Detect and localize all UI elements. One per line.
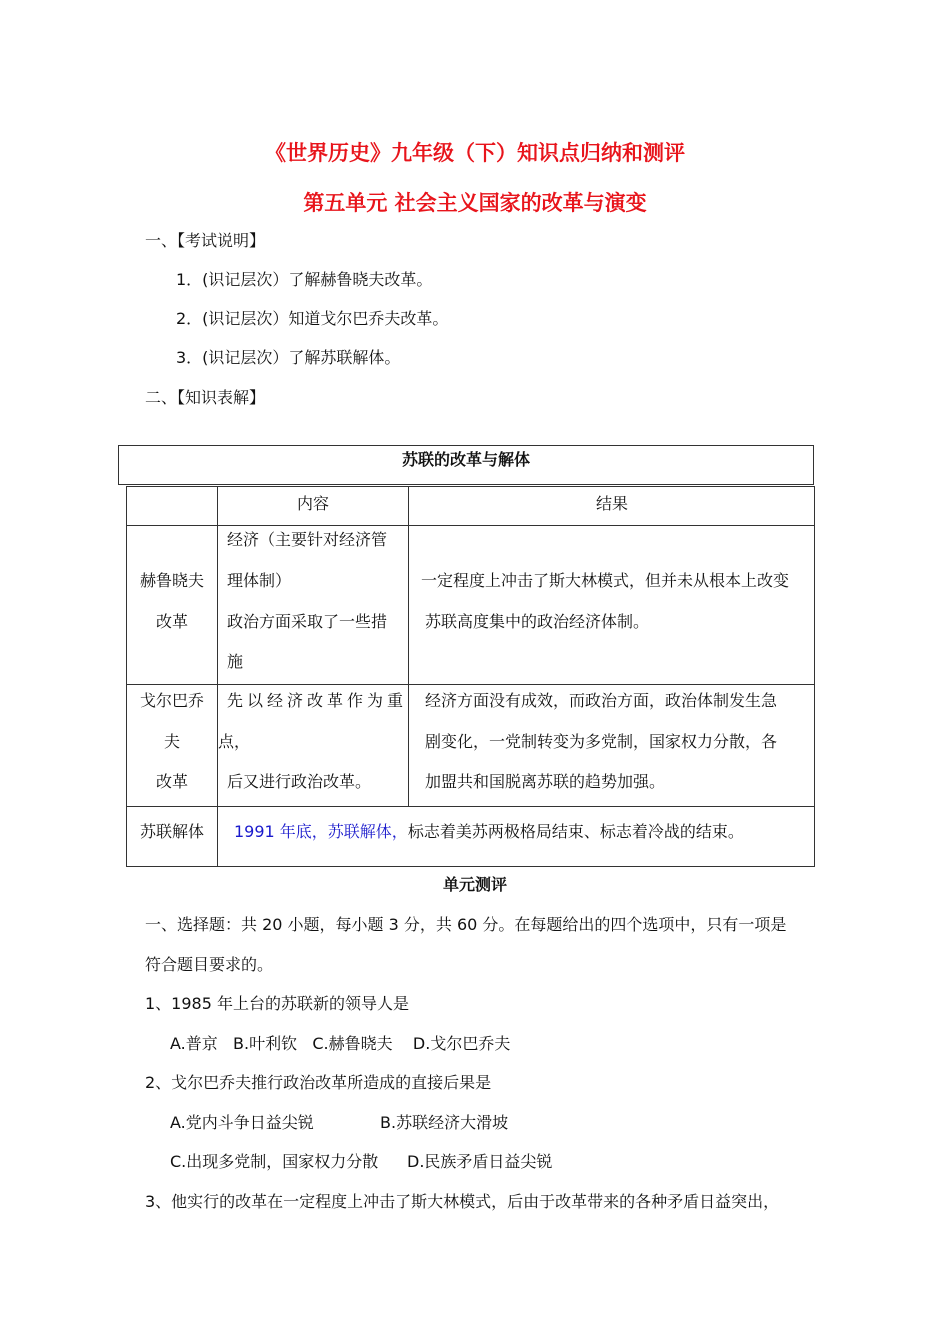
row-result-text: 标志着美苏两极格局结束、标志着冷战的结束。: [407, 822, 744, 841]
knowledge-table: [126, 486, 815, 867]
question-option: D.民族矛盾日益尖锐: [407, 1152, 553, 1171]
row-name: 夫: [163, 732, 180, 751]
row-content: 经济（主要针对经济管: [227, 530, 388, 549]
section-heading-exam: 一、【考试说明】: [145, 231, 266, 250]
highlight-text: 1991 年底，苏联解体，: [234, 822, 408, 841]
test-heading: 单元测评: [442, 875, 507, 894]
row-name: 戈尔巴乔: [139, 691, 204, 710]
row-result: [234, 811, 744, 852]
section-heading-table: 二、【知识表解】: [145, 388, 266, 407]
table-divider: [217, 807, 218, 867]
unit-title: 第五单元 社会主义国家的改革与演变: [303, 191, 647, 215]
row-content: 后又进行政治改革。: [227, 772, 372, 791]
row-result: 一定程度上冲击了斯大林模式，但并未从根本上改变: [421, 571, 790, 590]
test-intro: 符合题目要求的。: [145, 955, 274, 974]
row-name: 赫鲁晓夫: [139, 571, 204, 590]
page-title: 《世界历史》九年级（下）知识点归纳和测评: [265, 141, 685, 165]
row-result: 苏联高度集中的政治经济体制。: [425, 612, 650, 631]
row-content: 理体制）: [227, 571, 292, 590]
row-result: 经济方面没有成效，而政治方面，政治体制发生急: [425, 691, 778, 710]
row-content: 政治方面采取了一些措: [227, 612, 388, 631]
exam-item: 2．(识记层次）知道戈尔巴乔夫改革。: [176, 309, 449, 328]
table-divider: [408, 487, 409, 807]
row-name: 改革: [155, 612, 188, 631]
exam-item: 1．(识记层次）了解赫鲁晓夫改革。: [176, 270, 433, 289]
row-result: 加盟共和国脱离苏联的趋势加强。: [425, 772, 666, 791]
row-content: 施: [227, 652, 244, 671]
row-name: 改革: [155, 772, 188, 791]
question-stem: 1、1985 年上台的苏联新的领导人是: [145, 994, 409, 1013]
table-header-result: 结果: [595, 494, 628, 513]
question-options: A.普京 B.叶利钦 C.赫鲁晓夫 D.戈尔巴乔夫: [170, 1034, 511, 1053]
test-intro: 一、选择题：共 20 小题，每小题 3 分，共 60 分。在每题给出的四个选项中，只有一项是: [145, 915, 787, 934]
question-option: A.党内斗争日益尖锐: [170, 1113, 314, 1132]
row-name: 苏联解体: [139, 822, 204, 841]
question-stem: 3、他实行的改革在一定程度上冲击了斯大林模式，后由于改革带来的各种矛盾日益突出，: [145, 1192, 780, 1211]
table-caption: 苏联的改革与解体: [118, 445, 814, 485]
question-option: B.苏联经济大滑坡: [380, 1113, 509, 1132]
table-divider: [127, 806, 815, 807]
row-content: 先以经济改革作为重: [227, 691, 408, 710]
table-header-content: 内容: [296, 494, 329, 513]
question-stem: 2、戈尔巴乔夫推行政治改革所造成的直接后果是: [145, 1073, 492, 1092]
question-option: C.出现多党制，国家权力分散: [170, 1152, 379, 1171]
row-content: 点，: [218, 732, 251, 751]
exam-item: 3．(识记层次）了解苏联解体。: [176, 348, 401, 367]
row-result: 剧变化，一党制转变为多党制，国家权力分散，各: [425, 732, 778, 751]
